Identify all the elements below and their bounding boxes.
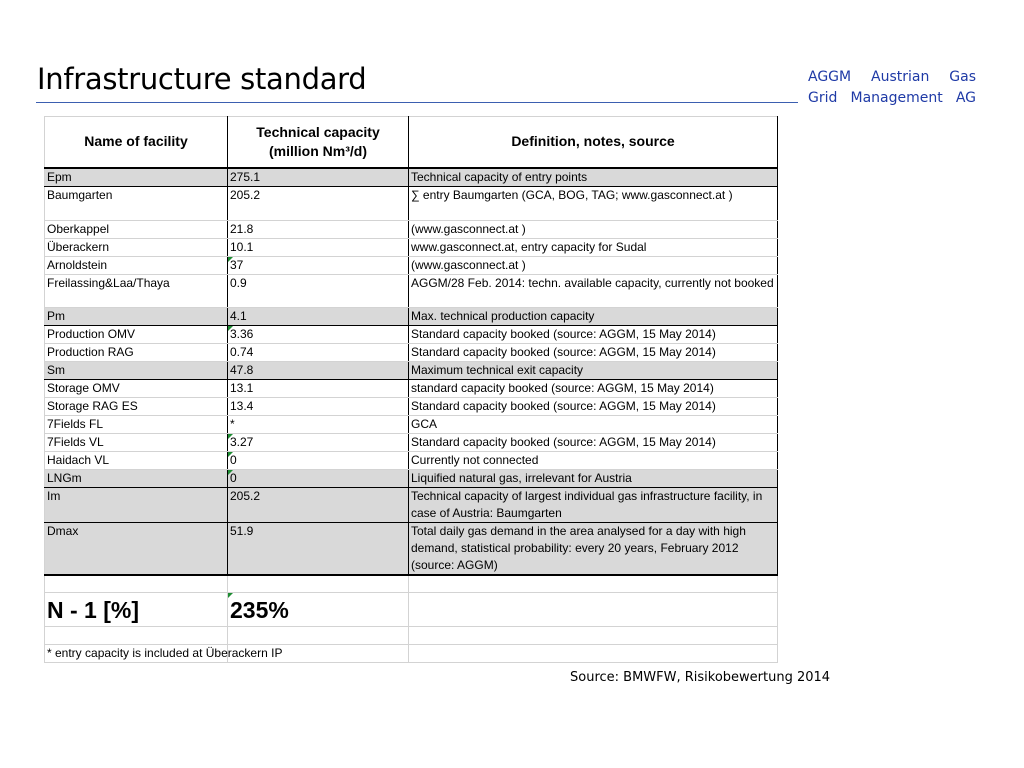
capacity-value: 13.1 (230, 380, 254, 395)
capacity-cell (228, 325, 409, 343)
facility-name-cell: Oberkappel (45, 220, 228, 238)
facility-name-cell: Storage OMV (45, 379, 228, 397)
definition-cell: standard capacity booked (source: AGGM, 15 May 2014) (409, 379, 778, 397)
infrastructure-table (44, 116, 778, 663)
definition-cell: www.gasconnect.at, entry capacity for Sudal (409, 238, 778, 256)
facility-name-cell: Pm (45, 307, 228, 325)
empty-cell (228, 575, 409, 593)
table-row (45, 343, 778, 361)
capacity-value: 0 (230, 452, 237, 467)
capacity-value: 4.1 (230, 308, 247, 323)
organization-name (808, 67, 976, 109)
cell-flag-icon (228, 593, 233, 598)
facility-name-cell: Sm (45, 361, 228, 379)
table-row (45, 433, 778, 451)
spacer-row (45, 575, 778, 593)
capacity-cell (228, 343, 409, 361)
capacity-value: 0.74 (230, 344, 254, 359)
definition-cell: Standard capacity booked (source: AGGM, 15 May 2014) (409, 433, 778, 451)
header-capacity-line1: Technical capacity (256, 123, 380, 140)
facility-name-cell: 7Fields VL (45, 433, 228, 451)
definition-cell: Total daily gas demand in the area analysed for a day with high demand, statistical probability: every 20 years, February 2012 (source: AGGM) (409, 522, 778, 575)
cell-flag-icon (228, 257, 233, 262)
capacity-value: 10.1 (230, 239, 254, 254)
header-definition: Definition, notes, source (409, 117, 778, 168)
source-note: Source: BMWFW, Risikobewertung 2014 (570, 670, 831, 685)
capacity-value: 205.2 (230, 187, 261, 202)
facility-name-cell: Baumgarten (45, 186, 228, 220)
capacity-value: 21.8 (230, 221, 254, 236)
empty-cell (409, 593, 778, 627)
header-facility-name: Name of facility (45, 117, 228, 168)
table-row (45, 469, 778, 487)
n1-value: 235% (230, 597, 289, 623)
table-row (45, 522, 778, 575)
cell-flag-icon (228, 470, 233, 475)
capacity-value: 0 (230, 470, 237, 485)
footnote-row (45, 645, 778, 663)
capacity-cell (228, 469, 409, 487)
empty-cell (409, 627, 778, 645)
table-row (45, 186, 778, 220)
capacity-value: 0.9 (230, 275, 247, 290)
capacity-cell (228, 307, 409, 325)
capacity-cell (228, 361, 409, 379)
definition-cell: Technical capacity of entry points (409, 168, 778, 187)
table-row (45, 397, 778, 415)
table-row (45, 168, 778, 187)
definition-cell: Liquified natural gas, irrelevant for Austria (409, 469, 778, 487)
capacity-cell (228, 451, 409, 469)
facility-name-cell: Production RAG (45, 343, 228, 361)
capacity-cell (228, 379, 409, 397)
n1-row (45, 593, 778, 627)
definition-cell: GCA (409, 415, 778, 433)
facility-name-cell: Epm (45, 168, 228, 187)
capacity-value: 47.8 (230, 362, 254, 377)
facility-name-cell: Freilassing&Laa/Thaya (45, 274, 228, 307)
capacity-value: 205.2 (230, 488, 261, 503)
table-row (45, 256, 778, 274)
table-row (45, 307, 778, 325)
n1-label-cell (45, 593, 228, 627)
spacer-row (45, 627, 778, 645)
definition-cell: ∑ entry Baumgarten (GCA, BOG, TAG; www.gasconnect.at ) (409, 186, 778, 220)
facility-name-cell: Überackern (45, 238, 228, 256)
definition-cell: Technical capacity of largest individual gas infrastructure facility, in case of Austria: Baumgarten (409, 487, 778, 522)
capacity-value: 3.27 (230, 434, 254, 449)
empty-cell (45, 575, 228, 593)
table-row (45, 325, 778, 343)
empty-cell (409, 645, 778, 663)
capacity-value: 51.9 (230, 523, 254, 538)
facility-name-cell: 7Fields FL (45, 415, 228, 433)
capacity-value: * (230, 416, 235, 431)
cell-flag-icon (228, 434, 233, 439)
header-capacity-line2: (million Nm³/d) (269, 142, 367, 159)
capacity-cell (228, 220, 409, 238)
definition-cell: (www.gasconnect.at ) (409, 220, 778, 238)
definition-cell: Max. technical production capacity (409, 307, 778, 325)
definition-cell: AGGM/28 Feb. 2014: techn. available capacity, currently not booked (409, 274, 778, 307)
capacity-cell (228, 186, 409, 220)
facility-name-cell: Haidach VL (45, 451, 228, 469)
slide-title: Infrastructure standard (37, 62, 367, 96)
empty-cell (409, 575, 778, 593)
capacity-cell (228, 238, 409, 256)
table-row (45, 415, 778, 433)
definition-cell: Standard capacity booked (source: AGGM, 15 May 2014) (409, 343, 778, 361)
capacity-value: 13.4 (230, 398, 254, 413)
facility-name-cell: Production OMV (45, 325, 228, 343)
empty-cell (45, 627, 228, 645)
cell-flag-icon (228, 326, 233, 331)
capacity-cell (228, 522, 409, 575)
definition-cell: Standard capacity booked (source: AGGM, 15 May 2014) (409, 397, 778, 415)
cell-flag-icon (228, 452, 233, 457)
organization-name-line2: Grid Management AG (808, 90, 976, 106)
capacity-cell (228, 433, 409, 451)
definition-cell: Standard capacity booked (source: AGGM, 15 May 2014) (409, 325, 778, 343)
table-row (45, 379, 778, 397)
facility-name-cell: Storage RAG ES (45, 397, 228, 415)
table-row (45, 274, 778, 307)
capacity-cell (228, 397, 409, 415)
capacity-cell (228, 256, 409, 274)
capacity-value: 3.36 (230, 326, 254, 341)
facility-name-cell: Dmax (45, 522, 228, 575)
table-row (45, 361, 778, 379)
table-row (45, 451, 778, 469)
footnote: * entry capacity is included at Überackern IP (45, 645, 228, 663)
n1-label: N - 1 [%] (47, 597, 139, 623)
capacity-cell (228, 415, 409, 433)
definition-cell: (www.gasconnect.at ) (409, 256, 778, 274)
title-underline (36, 102, 798, 103)
organization-name-line1: AGGM Austrian Gas (808, 69, 976, 85)
table-row (45, 220, 778, 238)
capacity-value: 275.1 (230, 169, 261, 184)
header-technical-capacity (228, 117, 409, 168)
table-row (45, 487, 778, 522)
definition-cell: Currently not connected (409, 451, 778, 469)
facility-name-cell: Arnoldstein (45, 256, 228, 274)
n1-value-cell (228, 593, 409, 627)
capacity-cell (228, 274, 409, 307)
facility-name-cell: Im (45, 487, 228, 522)
capacity-value: 37 (230, 257, 244, 272)
capacity-cell (228, 168, 409, 187)
facility-name-cell: LNGm (45, 469, 228, 487)
table-row (45, 238, 778, 256)
empty-cell (228, 627, 409, 645)
capacity-cell (228, 487, 409, 522)
definition-cell: Maximum technical exit capacity (409, 361, 778, 379)
